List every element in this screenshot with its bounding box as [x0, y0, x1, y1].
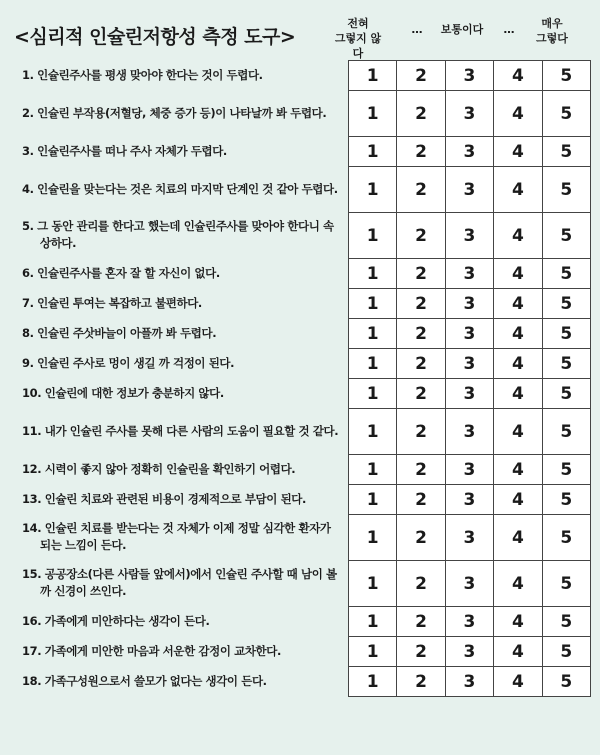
- scale-row: [349, 213, 591, 259]
- scale-row: [349, 137, 591, 167]
- scale-option-3[interactable]: 3: [445, 379, 493, 409]
- scale-option-5[interactable]: 5: [542, 91, 590, 137]
- question-text: 13. 인슐린 치료와 관련된 비용이 경제적으로 부담이 된다.: [22, 491, 306, 506]
- scale-row: [349, 379, 591, 409]
- question-text: 8. 인슐린 주삿바늘이 아플까 봐 두렵다.: [22, 325, 217, 340]
- scale-option-2[interactable]: 2: [397, 561, 445, 607]
- scale-option-4[interactable]: 4: [494, 515, 542, 561]
- scale-option-5[interactable]: 5: [542, 319, 590, 349]
- scale-option-4[interactable]: 4: [494, 319, 542, 349]
- scale-option-4[interactable]: 4: [494, 349, 542, 379]
- header-ellipsis-left: …: [411, 23, 423, 36]
- scale-option-4[interactable]: 4: [494, 409, 542, 455]
- scale-option-2[interactable]: 2: [397, 637, 445, 667]
- scale-option-4[interactable]: 4: [494, 455, 542, 485]
- scale-option-1[interactable]: 1: [349, 213, 397, 259]
- question-item: [22, 606, 344, 636]
- scale-option-4[interactable]: 4: [494, 485, 542, 515]
- question-text: 14. 인슐린 치료를 받는다는 것 자체가 이제 정말 심각한 환자가 되는 느낌이 든다.: [22, 521, 331, 552]
- scale-option-5[interactable]: 5: [542, 515, 590, 561]
- scale-option-2[interactable]: 2: [397, 167, 445, 213]
- question-text: 3. 인슐린주사를 떠나 주사 자체가 두렵다.: [22, 143, 227, 158]
- scale-row: [349, 167, 591, 213]
- scale-row: [349, 485, 591, 515]
- scale-option-3[interactable]: 3: [445, 561, 493, 607]
- scale-option-3[interactable]: 3: [445, 409, 493, 455]
- scale-row: [349, 561, 591, 607]
- question-item: [22, 136, 344, 166]
- response-scale-table: [348, 60, 591, 697]
- question-item: [22, 166, 344, 212]
- scale-option-3[interactable]: 3: [445, 213, 493, 259]
- scale-option-3[interactable]: 3: [445, 515, 493, 561]
- scale-option-4[interactable]: 4: [494, 607, 542, 637]
- question-text: 5. 그 동안 관리를 한다고 했는데 인슐린주사를 맞아야 한다니 속상하다.: [22, 219, 334, 250]
- scale-option-2[interactable]: 2: [397, 515, 445, 561]
- scale-row: [349, 319, 591, 349]
- scale-option-5[interactable]: 5: [542, 637, 590, 667]
- scale-option-5[interactable]: 5: [542, 379, 590, 409]
- question-text: 15. 공공장소(다른 사람들 앞에서)에서 인슐린 주사할 때 남이 볼까 신경이 쓰인다.: [22, 567, 337, 598]
- question-text: 10. 인슐린에 대한 정보가 충분하지 않다.: [22, 385, 224, 400]
- page-title: <심리적 인슐린저항성 측정 도구>: [14, 26, 296, 48]
- scale-option-5[interactable]: 5: [542, 667, 590, 697]
- scale-option-3[interactable]: 3: [445, 289, 493, 319]
- scale-option-4[interactable]: 4: [494, 289, 542, 319]
- scale-row: [349, 259, 591, 289]
- header-ellipsis-right: …: [503, 23, 515, 36]
- scale-row: [349, 455, 591, 485]
- scale-option-1[interactable]: 1: [349, 91, 397, 137]
- question-text: 1. 인슐린주사를 평생 맞아야 한다는 것이 두렵다.: [22, 67, 263, 82]
- question-item: [22, 666, 344, 696]
- scale-option-5[interactable]: 5: [542, 61, 590, 91]
- question-item: [22, 454, 344, 484]
- scale-option-2[interactable]: 2: [397, 259, 445, 289]
- scale-option-5[interactable]: 5: [542, 561, 590, 607]
- scale-option-1[interactable]: 1: [349, 349, 397, 379]
- scale-option-5[interactable]: 5: [542, 607, 590, 637]
- scale-option-2[interactable]: 2: [397, 91, 445, 137]
- scale-option-5[interactable]: 5: [542, 259, 590, 289]
- question-text: 4. 인슐린을 맞는다는 것은 치료의 마지막 단계인 것 같아 두렵다.: [22, 181, 338, 196]
- question-item: [22, 484, 344, 514]
- scale-option-3[interactable]: 3: [445, 485, 493, 515]
- question-item: [22, 378, 344, 408]
- scale-row: [349, 409, 591, 455]
- scale-option-1[interactable]: 1: [349, 607, 397, 637]
- scale-option-2[interactable]: 2: [397, 667, 445, 697]
- scale-option-4[interactable]: 4: [494, 561, 542, 607]
- scale-option-3[interactable]: 3: [445, 319, 493, 349]
- scale-option-3[interactable]: 3: [445, 607, 493, 637]
- header-strongly-agree: 매우 그렇다: [536, 17, 568, 45]
- scale-option-3[interactable]: 3: [445, 91, 493, 137]
- question-text: 18. 가족구성원으로서 쓸모가 없다는 생각이 든다.: [22, 673, 267, 688]
- scale-option-5[interactable]: 5: [542, 213, 590, 259]
- question-item: [22, 60, 344, 90]
- question-text: 2. 인슐린 부작용(저혈당, 체중 증가 등)이 나타날까 봐 두렵다.: [22, 105, 327, 120]
- question-item: [22, 258, 344, 288]
- scale-option-5[interactable]: 5: [542, 167, 590, 213]
- scale-row: [349, 349, 591, 379]
- scale-option-2[interactable]: 2: [397, 349, 445, 379]
- question-item: [22, 560, 344, 606]
- scale-option-4[interactable]: 4: [494, 213, 542, 259]
- scale-option-1[interactable]: 1: [349, 455, 397, 485]
- scale-option-4[interactable]: 4: [494, 667, 542, 697]
- scale-option-4[interactable]: 4: [494, 637, 542, 667]
- scale-row: [349, 515, 591, 561]
- scale-option-2[interactable]: 2: [397, 455, 445, 485]
- question-item: [22, 318, 344, 348]
- scale-option-2[interactable]: 2: [397, 61, 445, 91]
- header-neutral: 보통이다: [440, 23, 484, 36]
- scale-option-3[interactable]: 3: [445, 259, 493, 289]
- question-item: [22, 288, 344, 318]
- scale-row: [349, 607, 591, 637]
- question-text: 9. 인슐린 주사로 멍이 생길 까 걱정이 된다.: [22, 355, 235, 370]
- scale-option-1[interactable]: 1: [349, 61, 397, 91]
- scale-option-1[interactable]: 1: [349, 409, 397, 455]
- scale-option-2[interactable]: 2: [397, 485, 445, 515]
- scale-option-2[interactable]: 2: [397, 213, 445, 259]
- scale-option-3[interactable]: 3: [445, 137, 493, 167]
- scale-option-5[interactable]: 5: [542, 409, 590, 455]
- scale-option-3[interactable]: 3: [445, 637, 493, 667]
- scale-option-1[interactable]: 1: [349, 561, 397, 607]
- scale-option-1[interactable]: 1: [349, 667, 397, 697]
- scale-option-2[interactable]: 2: [397, 607, 445, 637]
- scale-option-1[interactable]: 1: [349, 289, 397, 319]
- scale-option-5[interactable]: 5: [542, 349, 590, 379]
- scale-option-1[interactable]: 1: [349, 167, 397, 213]
- question-item: [22, 636, 344, 666]
- question-text: 16. 가족에게 미안하다는 생각이 든다.: [22, 613, 210, 628]
- scale-option-5[interactable]: 5: [542, 455, 590, 485]
- scale-option-5[interactable]: 5: [542, 137, 590, 167]
- question-text: 6. 인슐린주사를 혼자 잘 할 자신이 없다.: [22, 265, 220, 280]
- question-item: [22, 514, 344, 560]
- scale-row: [349, 289, 591, 319]
- scale-option-1[interactable]: 1: [349, 319, 397, 349]
- scale-option-1[interactable]: 1: [349, 137, 397, 167]
- scale-option-4[interactable]: 4: [494, 259, 542, 289]
- question-item: [22, 348, 344, 378]
- scale-option-1[interactable]: 1: [349, 637, 397, 667]
- scale-option-4[interactable]: 4: [494, 61, 542, 91]
- scale-option-1[interactable]: 1: [349, 379, 397, 409]
- scale-option-5[interactable]: 5: [542, 485, 590, 515]
- scale-option-1[interactable]: 1: [349, 259, 397, 289]
- scale-option-1[interactable]: 1: [349, 485, 397, 515]
- question-text: 7. 인슐린 투여는 복잡하고 불편하다.: [22, 295, 202, 310]
- scale-row: [349, 61, 591, 91]
- scale-option-3[interactable]: 3: [445, 61, 493, 91]
- scale-option-4[interactable]: 4: [494, 167, 542, 213]
- question-item: [22, 408, 344, 454]
- scale-option-2[interactable]: 2: [397, 289, 445, 319]
- question-item: [22, 90, 344, 136]
- scale-option-2[interactable]: 2: [397, 137, 445, 167]
- scale-row: [349, 667, 591, 697]
- scale-option-2[interactable]: 2: [397, 319, 445, 349]
- header-strongly-disagree: 전혀 그렇지 않다: [334, 17, 382, 60]
- question-item: [22, 212, 344, 258]
- scale-option-4[interactable]: 4: [494, 91, 542, 137]
- scale-option-5[interactable]: 5: [542, 289, 590, 319]
- scale-option-4[interactable]: 4: [494, 379, 542, 409]
- scale-option-1[interactable]: 1: [349, 515, 397, 561]
- scale-option-2[interactable]: 2: [397, 409, 445, 455]
- scale-option-3[interactable]: 3: [445, 167, 493, 213]
- scale-row: [349, 637, 591, 667]
- question-text: 17. 가족에게 미안한 마음과 서운한 감정이 교차한다.: [22, 643, 281, 658]
- question-text: 12. 시력이 좋지 않아 정확히 인슐린을 확인하기 어렵다.: [22, 461, 296, 476]
- question-text: 11. 내가 인슐린 주사를 못해 다른 사람의 도움이 필요할 것 같다.: [22, 423, 339, 438]
- scale-row: [349, 91, 591, 137]
- scale-option-3[interactable]: 3: [445, 455, 493, 485]
- scale-option-3[interactable]: 3: [445, 349, 493, 379]
- scale-option-2[interactable]: 2: [397, 379, 445, 409]
- scale-option-4[interactable]: 4: [494, 137, 542, 167]
- scale-option-3[interactable]: 3: [445, 667, 493, 697]
